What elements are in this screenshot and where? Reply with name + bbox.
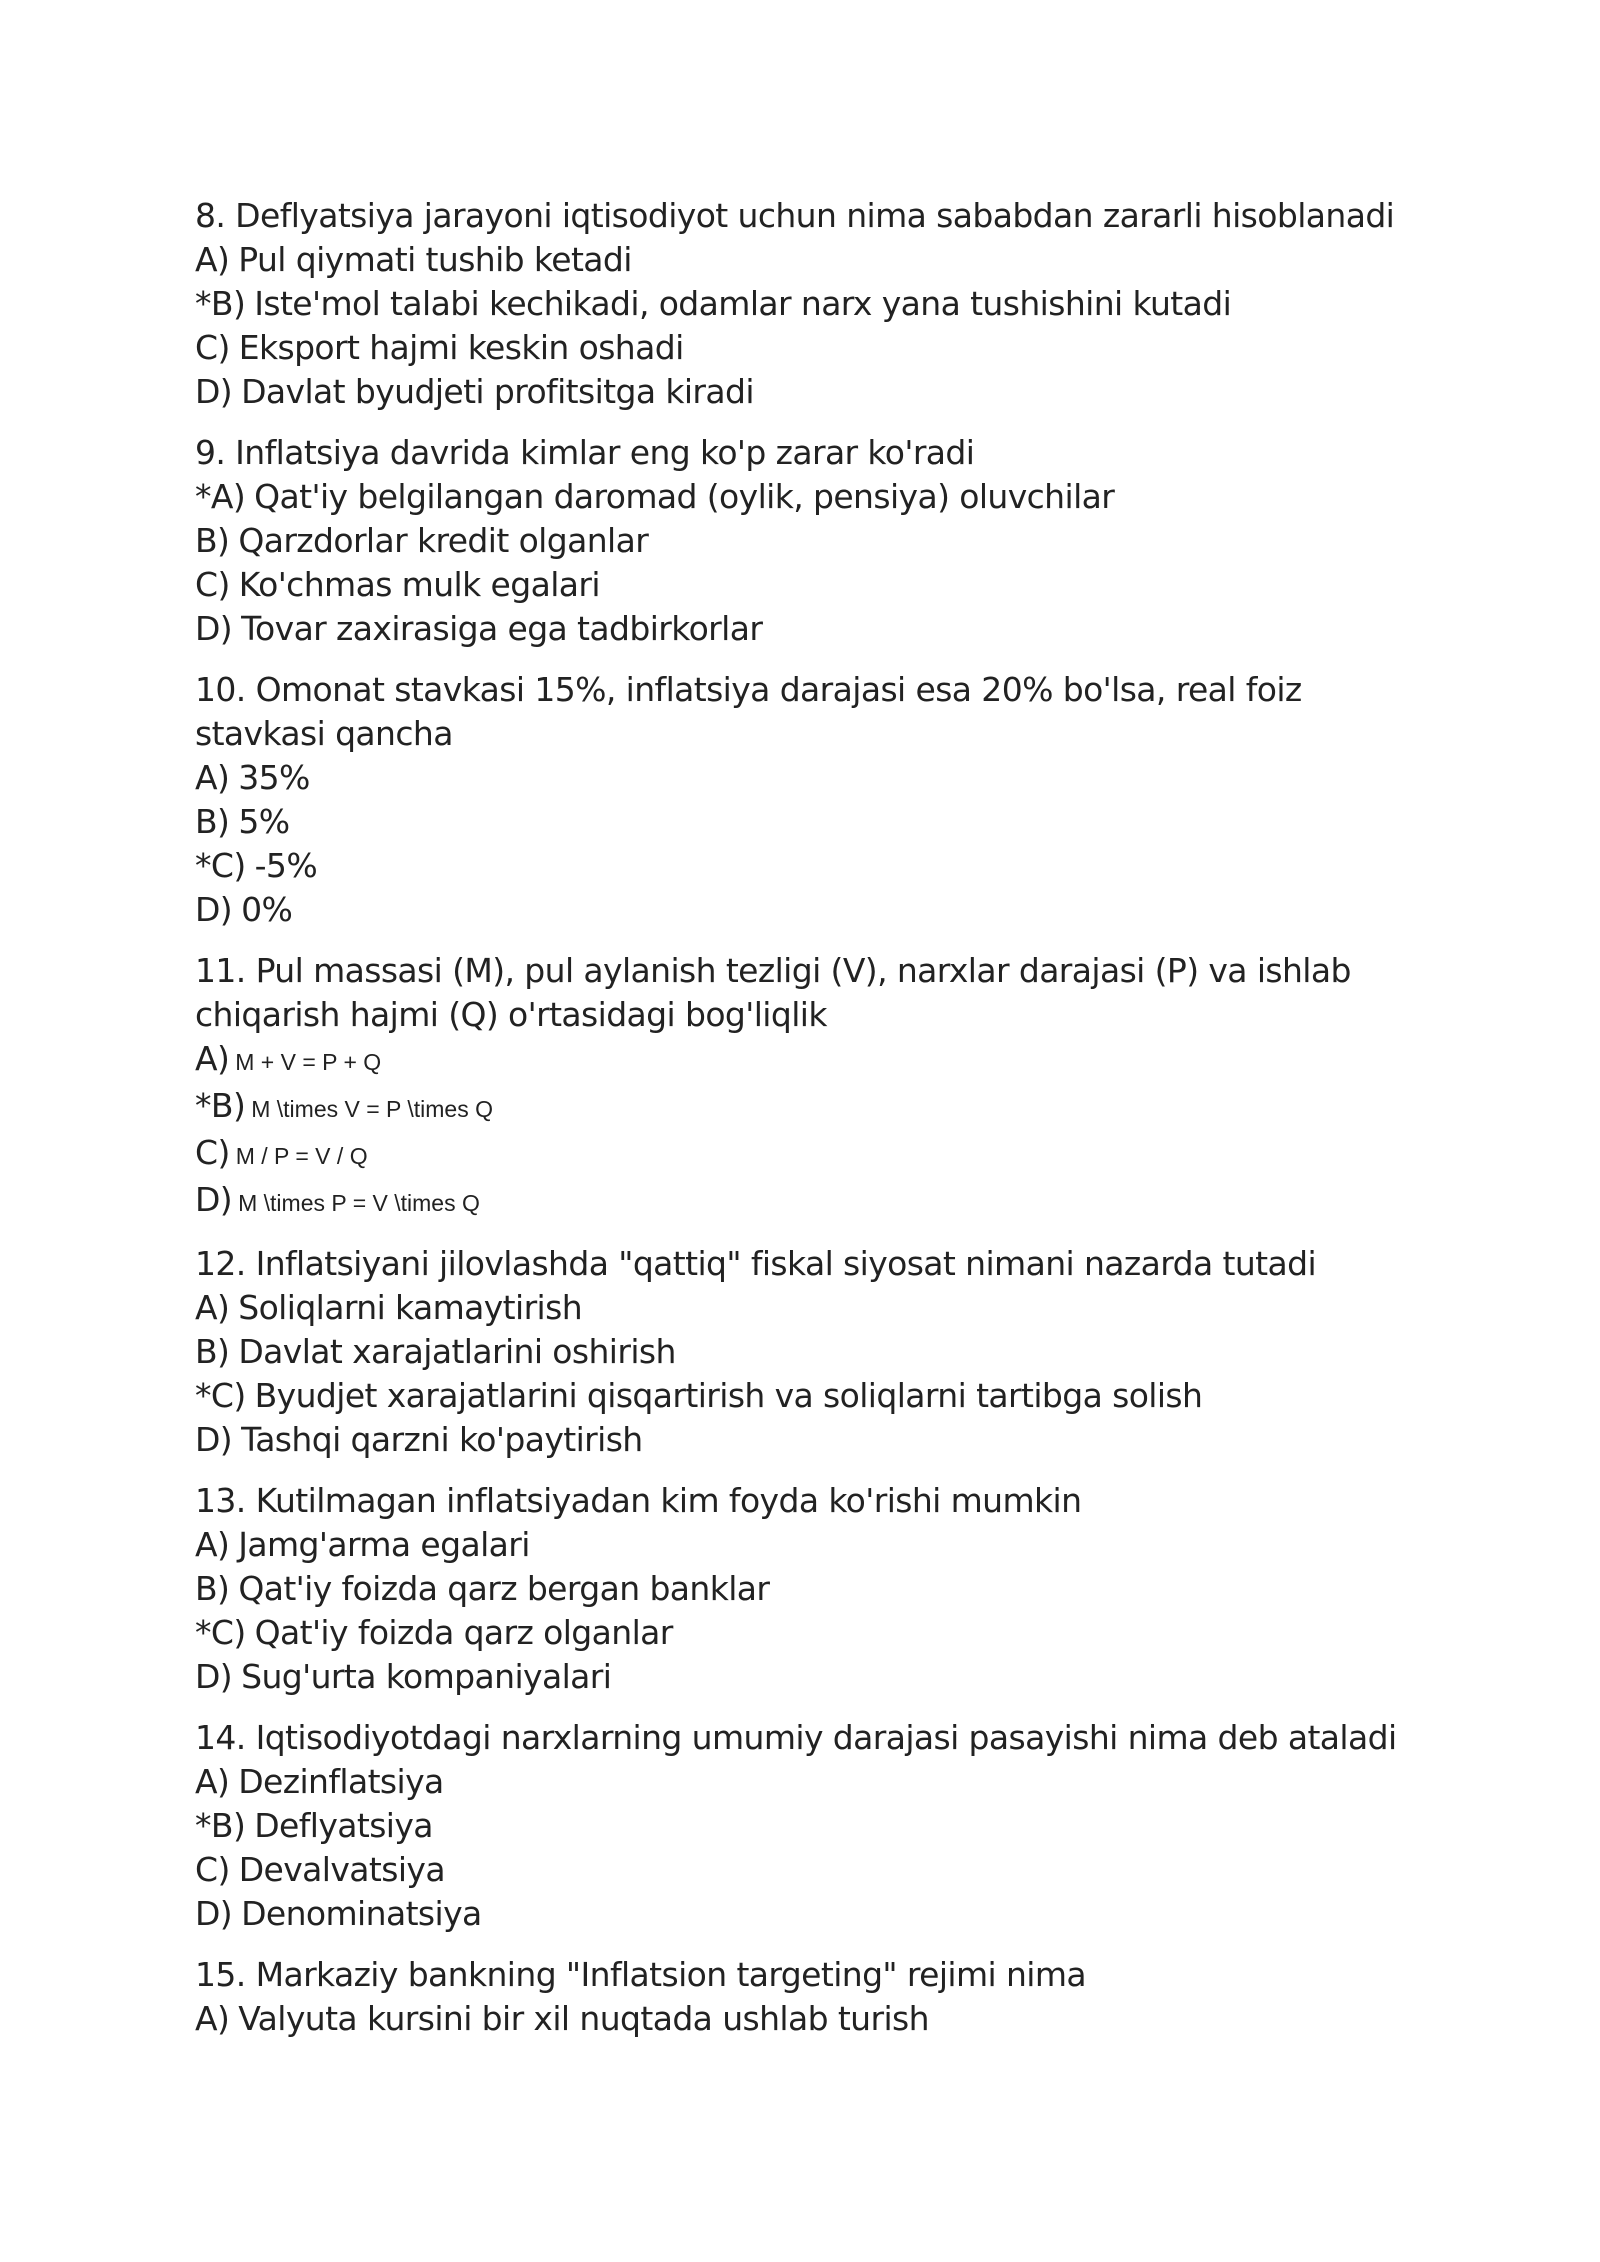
answer-option [195, 1178, 1425, 1225]
option-formula: M \times P = V \times Q [238, 1190, 480, 1216]
option-text: Jamg'arma egalari [238, 1525, 530, 1564]
answer-option [195, 370, 1425, 414]
answer-option [195, 1892, 1425, 1936]
option-prefix: B) [195, 521, 230, 560]
option-text: Byudjet xarajatlarini qisqartirish va soliqlarni tartibga solish [254, 1376, 1203, 1415]
option-prefix: D) [195, 1180, 233, 1219]
answer-option [195, 1760, 1425, 1804]
option-prefix: A) [195, 1525, 230, 1564]
option-prefix: D) [195, 372, 233, 411]
option-prefix: *C) [195, 1376, 246, 1415]
option-text: Valyuta kursini bir xil nuqtada ushlab turish [238, 1999, 929, 2038]
option-text: Ko'chmas mulk egalari [238, 565, 600, 604]
question-text: 14. Iqtisodiyotdagi narxlarning umumiy darajasi pasayishi nima deb ataladi [195, 1718, 1397, 1757]
answer-option [195, 800, 1425, 844]
option-text: Pul qiymati tushib ketadi [238, 240, 632, 279]
option-text: Soliqlarni kamaytirish [238, 1288, 583, 1327]
option-text: Eksport hajmi keskin oshadi [238, 328, 684, 367]
answer-option [195, 519, 1425, 563]
answer-option [195, 1567, 1425, 1611]
option-prefix: A) [195, 1039, 230, 1078]
option-prefix: *C) [195, 1613, 246, 1652]
option-prefix: *B) [195, 284, 246, 323]
question-block [195, 194, 1425, 414]
option-prefix: B) [195, 1332, 230, 1371]
answer-option [195, 1848, 1425, 1892]
option-prefix: D) [195, 1657, 233, 1696]
answer-option [195, 1611, 1425, 1655]
answer-option [195, 1418, 1425, 1462]
question-text: 9. Inflatsiya davrida kimlar eng ko'p zarar ko'radi [195, 433, 975, 472]
document-page [195, 194, 1425, 2058]
option-prefix: C) [195, 328, 230, 367]
option-text: Davlat byudjeti profitsitga kiradi [241, 372, 754, 411]
option-text: Denominatsiya [241, 1894, 482, 1933]
option-formula: M \times V = P \times Q [251, 1096, 493, 1122]
option-prefix: A) [195, 1762, 230, 1801]
answer-option [195, 1330, 1425, 1374]
option-text: Tovar zaxirasiga ega tadbirkorlar [241, 609, 763, 648]
answer-option [195, 1286, 1425, 1330]
option-prefix: D) [195, 1894, 233, 1933]
option-text: 0% [241, 890, 293, 929]
question-block [195, 1716, 1425, 1936]
option-text: Qat'iy foizda qarz olganlar [254, 1613, 673, 1652]
option-text: Qat'iy belgilangan daromad (oylik, pensiya) oluvchilar [254, 477, 1115, 516]
answer-option [195, 756, 1425, 800]
answer-option [195, 844, 1425, 888]
option-prefix: *B) [195, 1086, 246, 1125]
option-prefix: A) [195, 1288, 230, 1327]
option-text: -5% [254, 846, 318, 885]
option-text: Iste'mol talabi kechikadi, odamlar narx yana tushishini kutadi [254, 284, 1232, 323]
option-prefix: *B) [195, 1806, 246, 1845]
option-text: Sug'urta kompaniyalari [241, 1657, 612, 1696]
question-text: 12. Inflatsiyani jilovlashda "qattiq" fiskal siyosat nimani nazarda tutadi [195, 1244, 1317, 1283]
option-prefix: *C) [195, 846, 246, 885]
option-text: Qarzdorlar kredit olganlar [238, 521, 649, 560]
option-prefix: B) [195, 802, 230, 841]
option-formula: M / P = V / Q [235, 1143, 368, 1169]
option-text: Deflyatsiya [254, 1806, 433, 1845]
answer-option [195, 1523, 1425, 1567]
option-prefix: B) [195, 1569, 230, 1608]
question-text: 11. Pul massasi (M), pul aylanish tezligi (V), narxlar darajasi (P) va ishlab chiqarish hajmi (Q) o'rtasidagi bog'liqlik [195, 951, 1351, 1034]
answer-option [195, 326, 1425, 370]
option-prefix: D) [195, 890, 233, 929]
option-prefix: C) [195, 565, 230, 604]
question-text: 13. Kutilmagan inflatsiyadan kim foyda ko'rishi mumkin [195, 1481, 1082, 1520]
option-text: Dezinflatsiya [238, 1762, 444, 1801]
option-text: 35% [238, 758, 310, 797]
option-prefix: C) [195, 1133, 230, 1172]
answer-option [195, 563, 1425, 607]
question-block [195, 949, 1425, 1225]
option-prefix: *A) [195, 477, 246, 516]
question-text: 15. Markaziy bankning "Inflatsion targeting" rejimi nima [195, 1955, 1087, 1994]
option-formula: M + V = P + Q [235, 1049, 382, 1075]
option-text: 5% [238, 802, 290, 841]
question-block [195, 668, 1425, 932]
question-list [195, 194, 1425, 2041]
option-text: Devalvatsiya [238, 1850, 445, 1889]
answer-option [195, 1131, 1425, 1178]
option-text: Qat'iy foizda qarz bergan banklar [238, 1569, 770, 1608]
answer-option [195, 888, 1425, 932]
answer-option [195, 1804, 1425, 1848]
option-prefix: A) [195, 1999, 230, 2038]
question-block [195, 1953, 1425, 2041]
question-block [195, 1242, 1425, 1462]
answer-option [195, 1374, 1425, 1418]
option-prefix: C) [195, 1850, 230, 1889]
answer-option [195, 1084, 1425, 1131]
answer-option [195, 1037, 1425, 1084]
question-text: 8. Deflyatsiya jarayoni iqtisodiyot uchun nima sababdan zararli hisoblanadi [195, 196, 1395, 235]
question-block [195, 431, 1425, 651]
option-prefix: D) [195, 1420, 233, 1459]
option-prefix: A) [195, 758, 230, 797]
question-block [195, 1479, 1425, 1699]
option-prefix: A) [195, 240, 230, 279]
question-text: 10. Omonat stavkasi 15%, inflatsiya darajasi esa 20% bo'lsa, real foiz stavkasi qancha [195, 670, 1302, 753]
option-text: Davlat xarajatlarini oshirish [238, 1332, 676, 1371]
answer-option [195, 238, 1425, 282]
option-text: Tashqi qarzni ko'paytirish [241, 1420, 643, 1459]
answer-option [195, 475, 1425, 519]
option-prefix: D) [195, 609, 233, 648]
answer-option [195, 282, 1425, 326]
answer-option [195, 607, 1425, 651]
answer-option [195, 1997, 1425, 2041]
answer-option [195, 1655, 1425, 1699]
